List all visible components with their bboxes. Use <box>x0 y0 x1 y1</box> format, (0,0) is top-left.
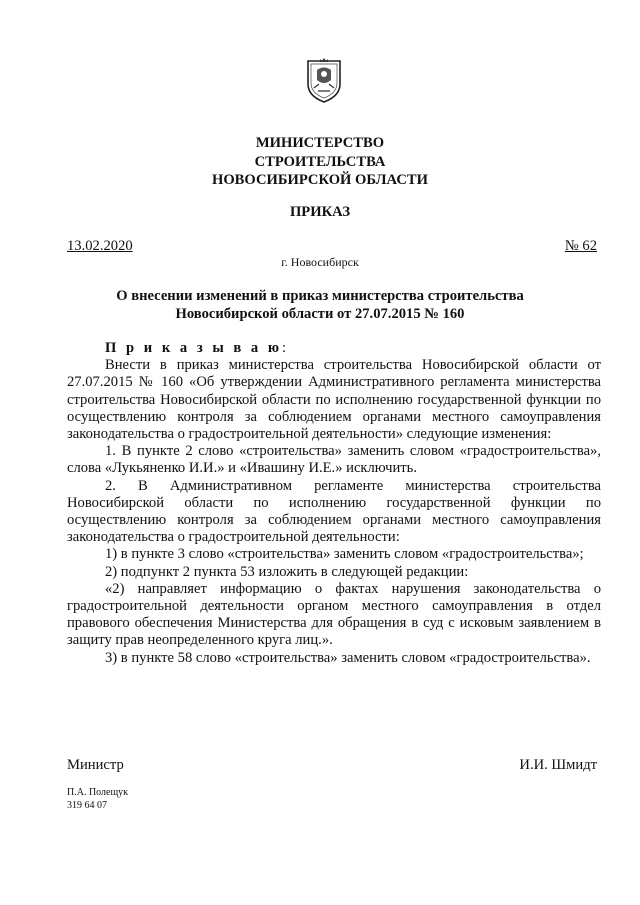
order-heading <box>67 340 601 357</box>
executor-info <box>67 786 128 812</box>
document-body <box>67 340 601 667</box>
document-type: ПРИКАЗ <box>289 204 351 220</box>
signature-title: Министр <box>67 757 124 773</box>
order-colon: : <box>282 340 287 356</box>
order-word: П р и к а з ы в а ю <box>105 340 283 356</box>
coat-of-arms-icon <box>305 58 343 104</box>
body-paragraph: 3) в пункте 58 слово «строительства» заменить словом «градостроительства». <box>105 649 591 666</box>
ministry-line: СТРОИТЕЛЬСТВА <box>254 153 386 170</box>
executor-phone: 319 64 07 <box>67 800 107 811</box>
document-date: 13.02.2020 <box>67 238 133 254</box>
signature-name: И.И. Шмидт <box>519 757 597 773</box>
body-paragraph: «2) направляет информацию о фактах нарушения законодательства о градостроительной деятельности органом местного самоуправления в отдел правового обеспечения Министерства для обращения в суд с исковым заявлением в защиту прав неопределенного круга лиц.». <box>67 580 601 649</box>
body-paragraph: 2. В Административном регламенте министерства строительства Новосибирской области по исполнению государственной функции по осуществлению контроля за соблюдением органами местного самоуправления законодательства о градостроительной деятельности: <box>67 477 601 546</box>
subject-line: Новосибирской области от 27.07.2015 № 160 <box>175 306 465 322</box>
executor-name: П.А. Полещук <box>67 787 129 798</box>
document-number: № 62 <box>564 238 597 254</box>
ministry-line: МИНИСТЕРСТВО <box>255 135 385 151</box>
ministry-name <box>0 134 640 190</box>
body-paragraph: 2) подпункт 2 пункта 53 изложить в следующей редакции: <box>105 563 469 580</box>
body-paragraph: Внести в приказ министерства строительства Новосибирской области от 27.07.2015 № 160 «Об утверждении Административного регламента министерства строительства Новосибирской области по исполнению государственной функции по осуществлению контроля за соблюдением органами местного самоуправления законодательства о градостроительной деятельности» следующие изменения: <box>67 357 601 443</box>
ministry-line: НОВОСИБИРСКОЙ ОБЛАСТИ <box>211 172 428 188</box>
body-paragraph: 1) в пункте 3 слово «строительства» заменить словом «градостроительства»; <box>105 546 584 563</box>
document-city: г. Новосибирск <box>281 255 359 269</box>
document-subject <box>0 287 640 323</box>
subject-line: О внесении изменений в приказ министерства строительства <box>116 288 524 304</box>
body-paragraph: 1. В пункте 2 слово «строительства» заменить словом «градостроительства», слова «Лукьяненко И.И.» и «Ивашину И.Е.» исключить. <box>67 443 601 477</box>
